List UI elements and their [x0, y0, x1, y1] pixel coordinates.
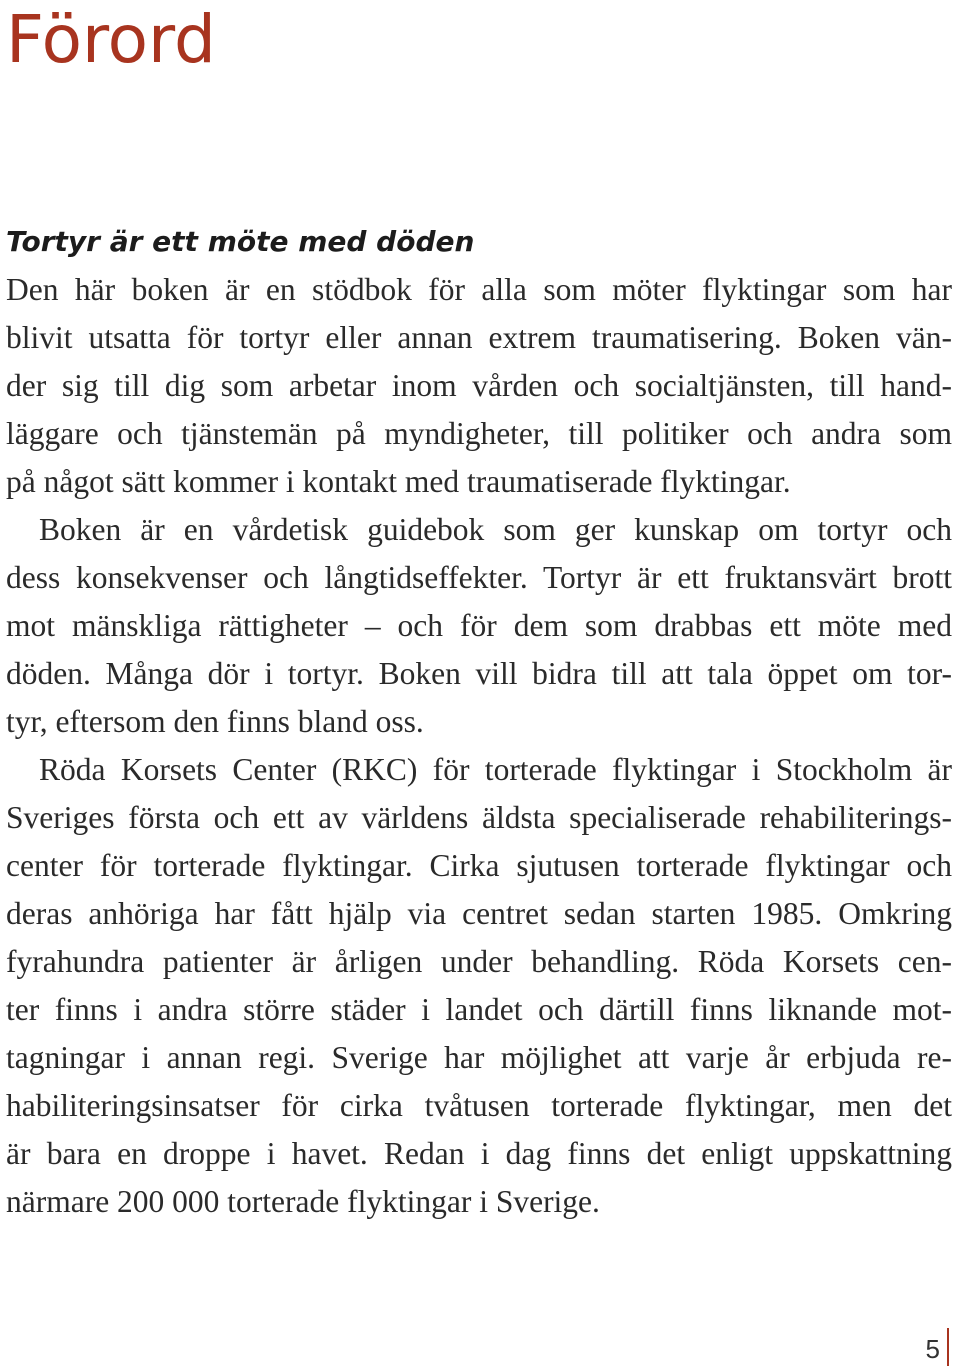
paragraph-line: dess konsekvenser och långtidseffekter. Tortyr är ett fruktansvärt brott [6, 560, 952, 595]
paragraph-line: Sveriges första och ett av världens äldsta specialiserade rehabiliterings- [6, 800, 952, 835]
paragraph-line: mot mänskliga rättigheter – och för dem som drabbas ett möte med [6, 608, 952, 643]
paragraph-line: deras anhöriga har fått hjälp via centret sedan starten 1985. Omkring [6, 896, 952, 931]
paragraph-line: center för torterade flyktingar. Cirka sjutusen torterade flyktingar och [6, 848, 952, 883]
paragraph-line: Röda Korsets Center (RKC) för torterade flyktingar i Stockholm är [39, 752, 952, 787]
paragraph-2 [6, 506, 952, 746]
paragraph-line: på något sätt kommer i kontakt med traumatiserade flyktingar. [6, 464, 791, 499]
paragraph-line: närmare 200 000 torterade flyktingar i Sverige. [6, 1184, 600, 1219]
paragraph-line: ter finns i andra större städer i landet och därtill finns liknande mot- [6, 992, 952, 1027]
body-text [6, 266, 952, 1226]
page-title: Förord [6, 1, 216, 78]
paragraph-line: läggare och tjänstemän på myndigheter, till politiker och andra som [6, 416, 952, 451]
paragraph-line: tyr, eftersom den finns bland oss. [6, 704, 424, 739]
paragraph-line: fyrahundra patienter är årligen under behandling. Röda Korsets cen- [6, 944, 952, 979]
paragraph-line: der sig till dig som arbetar inom vården och socialtjänsten, till hand- [6, 368, 952, 403]
page-number-rule [947, 1328, 949, 1366]
paragraph-line: habiliteringsinsatser för cirka tvåtusen torterade flyktingar, men det [6, 1088, 952, 1123]
paragraph-line: döden. Många dör i tortyr. Boken vill bidra till att tala öppet om tor- [6, 656, 952, 691]
page-number: 5 [925, 1334, 940, 1364]
paragraph-line: Boken är en vårdetisk guidebok som ger kunskap om tortyr och [39, 512, 952, 547]
paragraph-1 [6, 266, 952, 506]
paragraph-line: Den här boken är en stödbok för alla som möter flyktingar som har [6, 272, 952, 307]
paragraph-line: är bara en droppe i havet. Redan i dag finns det enligt uppskattning [6, 1136, 952, 1171]
section-heading: Tortyr är ett möte med döden [6, 225, 475, 258]
paragraph-line: blivit utsatta för tortyr eller annan extrem traumatisering. Boken vän- [6, 320, 952, 355]
paragraph-3 [6, 746, 952, 1226]
paragraph-line: tagningar i annan regi. Sverige har möjlighet att varje år erbjuda re- [6, 1040, 952, 1075]
